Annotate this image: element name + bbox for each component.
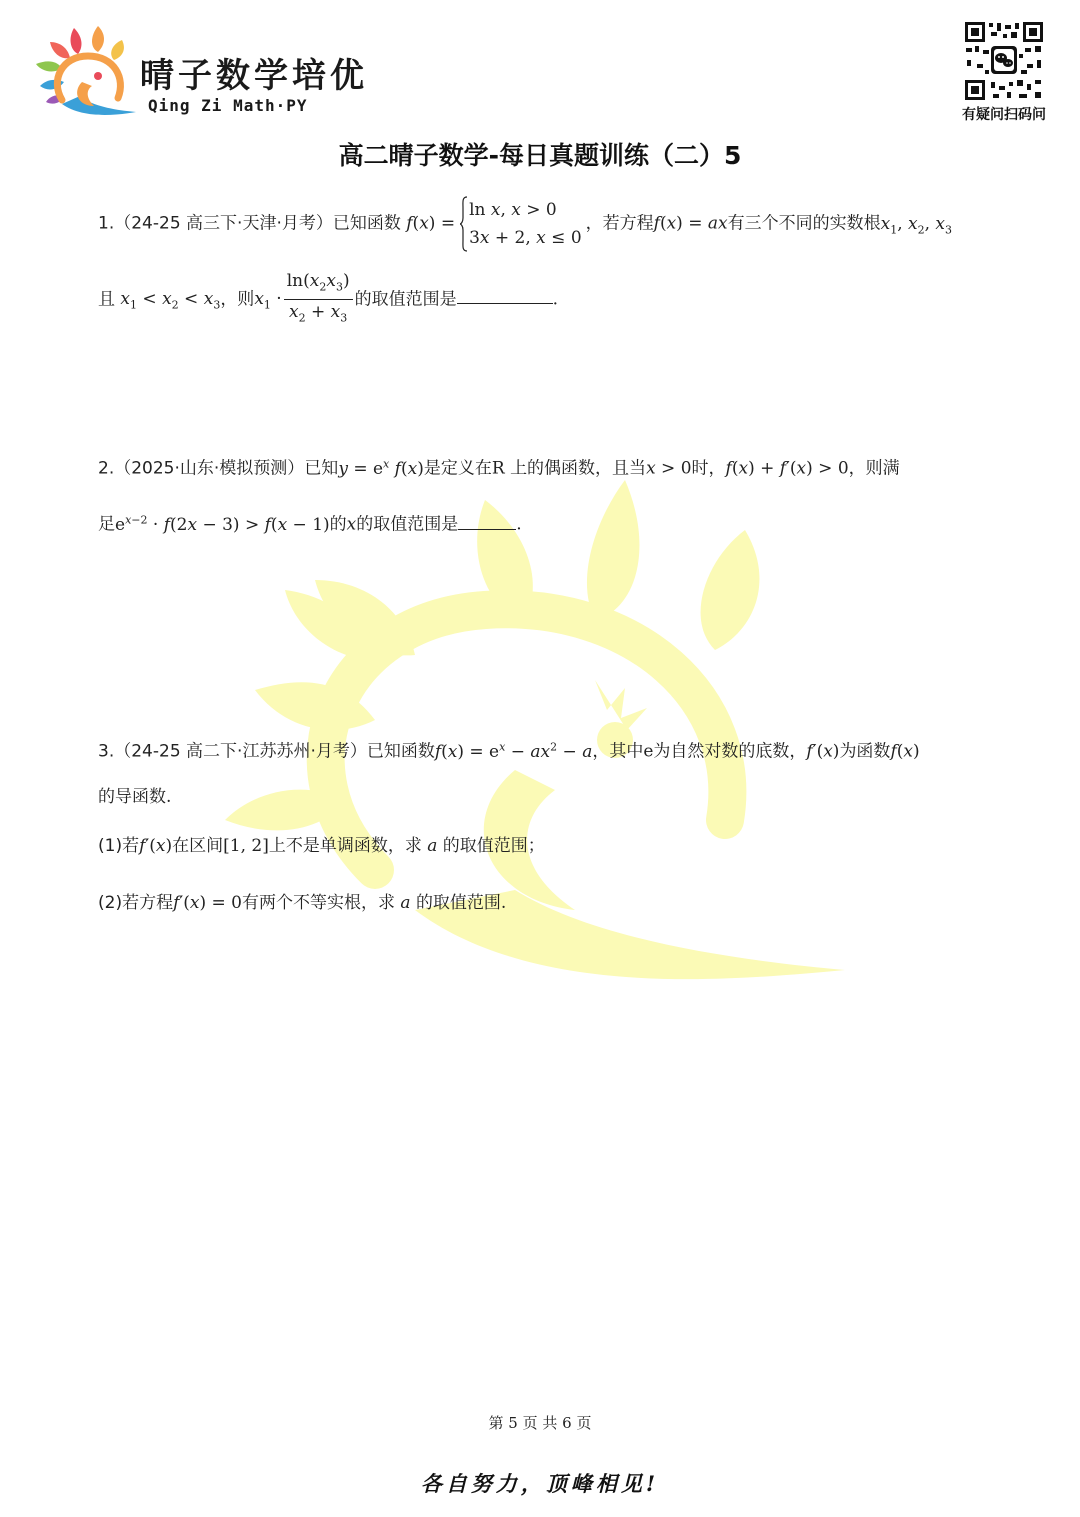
math-expression: x > 0 bbox=[646, 458, 692, 479]
math-expression: $f(x) = e^x - ax^2 - a$ bbox=[434, 740, 593, 762]
problem-2-text: 上的偶函数，且当 bbox=[510, 458, 647, 479]
brand-name-cn: 晴子数学培优 bbox=[140, 56, 368, 96]
problem-2-text: 是定义在 bbox=[423, 458, 492, 479]
brand-logo bbox=[32, 20, 140, 128]
problem-3-text: 的导函数. bbox=[98, 787, 172, 807]
math-expression: f(x) = bbox=[406, 213, 456, 234]
problem-3-text: 在区间 bbox=[172, 836, 224, 856]
problem-3-text: 上不是单调函数，求 bbox=[268, 836, 422, 856]
brand-name-en: Qing Zi Math·PY bbox=[148, 96, 308, 115]
problem-2-text: ，则满 bbox=[848, 458, 900, 479]
math-expression: R bbox=[491, 458, 511, 479]
problem-1-text: ，若方程 bbox=[585, 213, 654, 234]
problem-1-line-2 bbox=[98, 270, 558, 330]
problem-3-text: 的取值范围. bbox=[415, 893, 507, 913]
math-expression: a bbox=[427, 836, 438, 856]
math-expression: f′(x) bbox=[139, 836, 173, 856]
problem-1-text: 有三个不同的实数根 bbox=[727, 213, 881, 234]
math-expression: f′(x) bbox=[806, 741, 840, 762]
problem-3-line-2 bbox=[98, 784, 171, 810]
problem-3-text: 有两个不等实根，求 bbox=[241, 893, 395, 913]
fraction: $\frac{\ln(x_2x_3)}{x_2 + x_3}$ bbox=[284, 270, 353, 330]
problem-2-number: 2. bbox=[98, 458, 115, 479]
period: . bbox=[516, 514, 522, 535]
problem-2-text: 已知 bbox=[304, 458, 339, 479]
period: . bbox=[552, 289, 558, 310]
problem-2-line-1 bbox=[98, 451, 900, 482]
part-label: (2) bbox=[98, 893, 123, 913]
problem-3-source: （24-25 高二下·江苏苏州·月考） bbox=[114, 741, 367, 762]
problem-2-text: 的取值范围是 bbox=[356, 514, 459, 535]
problem-1-text: 已知函数 bbox=[332, 213, 401, 234]
math-expression: x bbox=[346, 514, 357, 535]
problem-3-line-1 bbox=[98, 734, 920, 765]
problem-3-text: 若 bbox=[122, 836, 140, 856]
page-number: 第 5 页 共 6 页 bbox=[488, 1414, 592, 1432]
problem-1-source: （24-25 高三下·天津·月考） bbox=[114, 213, 333, 234]
math-expression: f(x) = ax bbox=[653, 213, 728, 234]
problem-3-text: 若方程 bbox=[122, 893, 174, 913]
problem-1-line-1 bbox=[98, 196, 952, 252]
page-title: 高二晴子数学-每日真题训练（二）5 bbox=[338, 141, 742, 170]
problem-3-text: 为函数 bbox=[839, 741, 891, 762]
math-expression: f(x) + f′(x) > 0 bbox=[725, 458, 849, 479]
problem-1-text: 的取值范围是 bbox=[354, 289, 457, 310]
math-expression: $y = e^x$ f(x) bbox=[338, 457, 424, 479]
problem-1-number: 1. bbox=[98, 213, 115, 234]
problem-3-text: 的取值范围； bbox=[442, 836, 545, 856]
answer-blank bbox=[457, 289, 553, 304]
math-expression: $e^{x-2} \cdot f(2x - 3) > f(x - 1)$ bbox=[115, 513, 330, 535]
problem-2-line-2 bbox=[98, 507, 522, 538]
problem-2-text: 的 bbox=[329, 514, 347, 535]
problem-3-part-1 bbox=[98, 833, 545, 859]
problem-2-text: 足 bbox=[98, 514, 115, 535]
qr-caption: 有疑问扫码问 bbox=[962, 107, 1046, 123]
math-expression: f(x) bbox=[890, 741, 920, 762]
piecewise-function: ln x, x > 0 3x + 2, x ≤ 0 bbox=[459, 196, 582, 252]
math-expression: f′(x) = 0 bbox=[173, 893, 242, 913]
problem-3-text: 已知函数 bbox=[366, 741, 435, 762]
problem-3-text: ，其中 bbox=[592, 741, 644, 762]
math-expression: [1, 2] bbox=[223, 836, 269, 856]
answer-blank bbox=[458, 515, 516, 530]
math-expression: $x_1$, $x_2$, $x_3$ bbox=[880, 213, 952, 236]
footer-slogan: 各自努力，顶峰相见! bbox=[420, 1471, 660, 1496]
problem-2-text: 时， bbox=[691, 458, 726, 479]
problem-3-number: 3. bbox=[98, 741, 115, 762]
qr-code bbox=[963, 20, 1045, 102]
problem-3-part-2 bbox=[98, 890, 506, 916]
problem-3-text: 为自然对数的底数， bbox=[653, 741, 807, 762]
problem-2-source: （2025·山东·模拟预测） bbox=[114, 458, 305, 479]
problem-1-text: 且 bbox=[98, 289, 115, 310]
part-label: (1) bbox=[98, 836, 123, 856]
math-expression: $x_1$ · bbox=[254, 289, 282, 312]
math-expression: $x_1 < x_2 < x_3$ bbox=[120, 289, 221, 312]
math-expression: e bbox=[643, 741, 654, 762]
problem-1-text: ，则 bbox=[220, 289, 255, 310]
math-expression: a bbox=[400, 893, 411, 913]
